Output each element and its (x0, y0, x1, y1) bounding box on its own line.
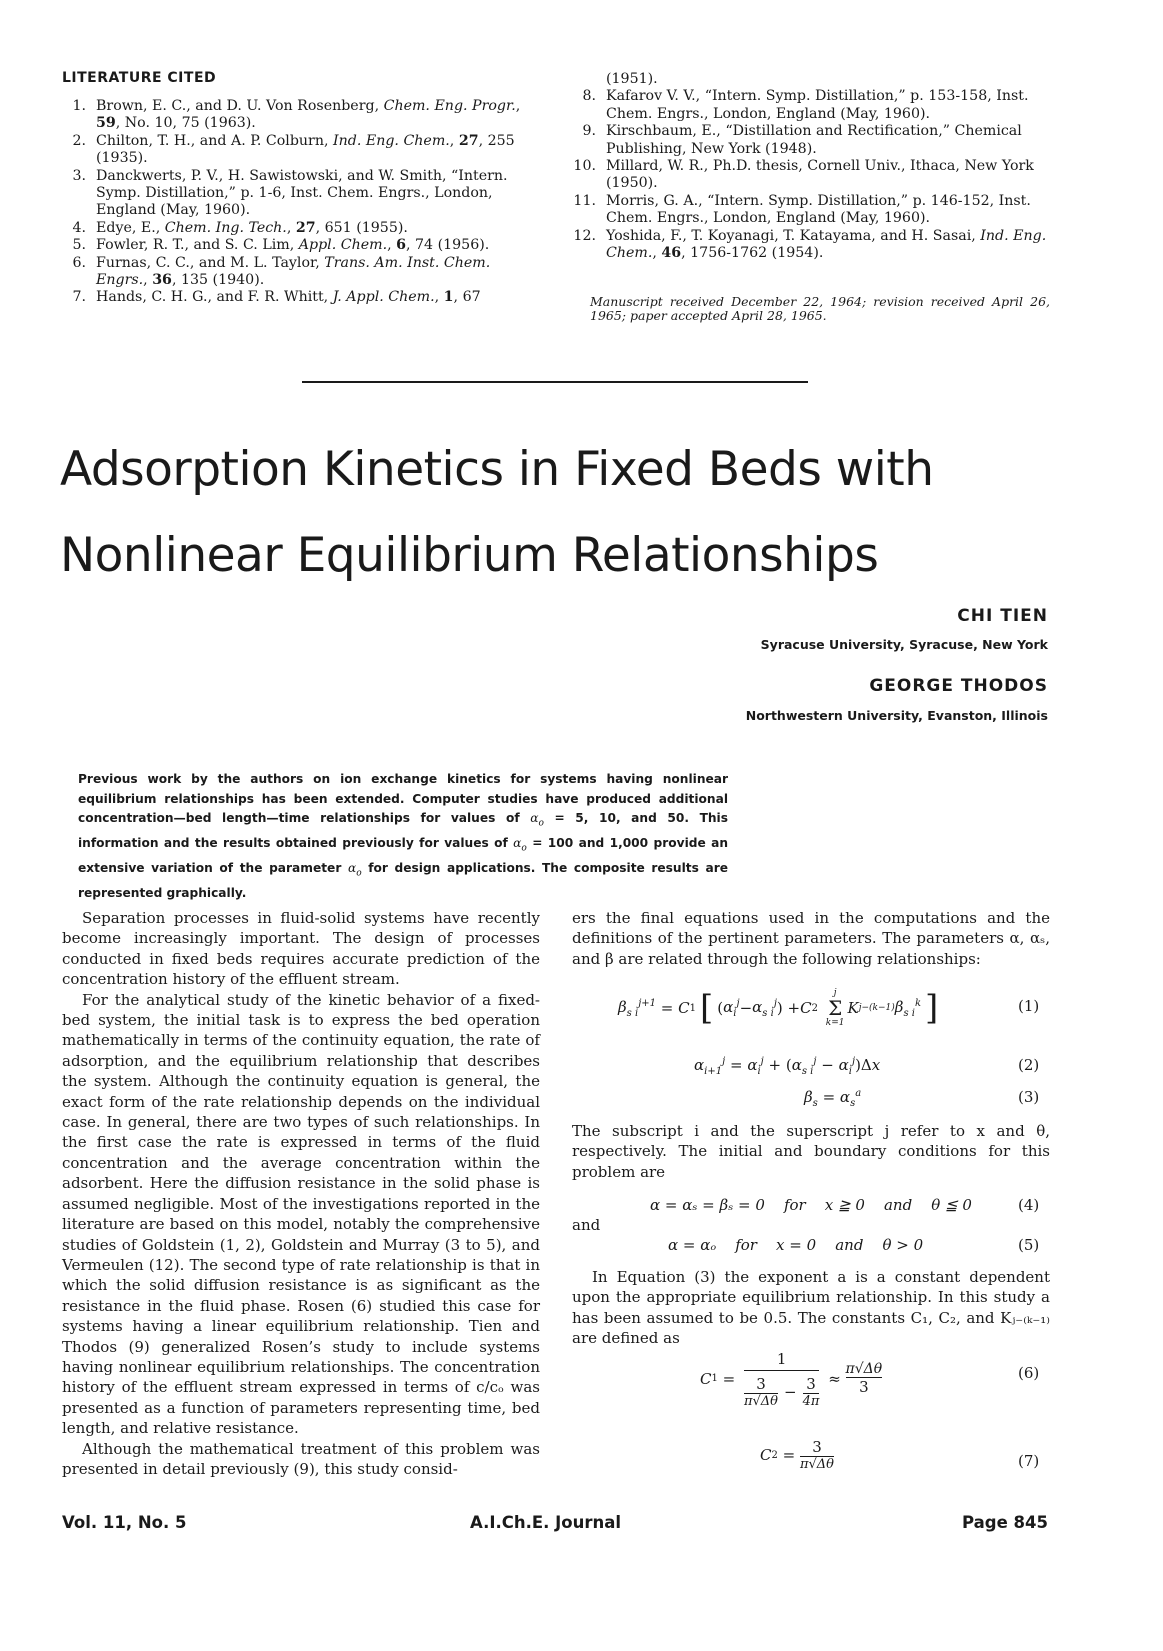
author-1-name: CHI TIEN (957, 606, 1048, 626)
equation-1: $\beta_{s i}^{j+1}$ = C 1 [ ( $\alpha_i^j$ − $\alpha_{s i}^j$ ) + C 2 j Σ k=1 K j−(k−1) $\beta_{s i}^k$ ] (618, 988, 939, 1028)
reference-separator: , (515, 98, 521, 114)
reference-separator: , (434, 289, 444, 306)
equation-4-number: (4) (1018, 1196, 1040, 1214)
equation-3: $\beta_s = \alpha_s^a$ (804, 1088, 862, 1109)
reference-volume: 27 (458, 132, 479, 149)
body-paragraph-2: For the analytical study of the kinetic behavior of a fixed-bed system, the initial task is to express the bed operation mathematically in terms of the continuity equation, the rate of adsorption, and the equilibrium relationship that describes the system. Although the continuity equation is general, the exact form of the rate relationship depends on the individual case. In general, there are two types of such relationships. In the first case the rate is expressed in terms of the fluid concentration and the average concentration within the adsorbent. Here the diffusion resistance in the solid phase is assumed negligible. Most of the investigations reported in the literature are based on this model, notably the comprehensive studies of Goldstein (1, 2), Goldstein and Murray (3 to 5), and Vermeulen (12). The second type of rate relationship is that in which the solid diffusion resistance is as significant as the resistance in the fluid phase. Rosen (6) studied this case for systems having a linear equilibrium relationship. Tien and Thodos (9) generalized Rosen’s study to include systems having nonlinear equilibrium relationships. The concentration history of the effluent stream expressed in terms of c/cₒ was presented as a function of parameters representing time, bed length, and relative resistance. (62, 990, 540, 1438)
equation-2: $\alpha_{i+1}^j = \alpha_i^j + (\alpha_{s i}^j - \alpha_i^j)\Delta x$ (694, 1056, 881, 1077)
footer-volume: Vol. 11, No. 5 (62, 1513, 187, 1532)
reference-number: 8. (582, 88, 596, 105)
reference-item (62, 220, 540, 237)
reference-authors: Danckwerts, P. V., H. Sawistowski, and W. Smith, “Intern. Symp. Distillation,” p. 1-6, Inst. Chem. Engrs., London, England (May, 1960). (96, 167, 508, 219)
equation-6: C 1 = 1 $\frac{3}{\pi√\Delta\theta}$ − $\frac{3}{4\pi}$ ≈ $\frac{\pi√\Delta\theta}{3}$ (700, 1350, 883, 1409)
reference-continuation: (1951). (606, 71, 658, 87)
reference-authors: Hands, C. H. G., and F. R. Whitt, (96, 289, 333, 306)
reference-separator: , (652, 245, 662, 262)
reference-item (572, 193, 1050, 228)
equation-5: α = αₒ for x = 0 and θ > 0 (668, 1236, 924, 1254)
body-right-column-bottom (572, 1267, 1050, 1349)
footer-page: Page 845 (962, 1513, 1048, 1532)
reference-separator: , (143, 272, 153, 289)
reference-item (62, 255, 540, 290)
section-divider (302, 381, 808, 383)
references-left-column (62, 98, 540, 307)
author-1-affiliation: Syracuse University, Syracuse, New York (760, 637, 1048, 652)
equation-2-number: (2) (1018, 1056, 1040, 1074)
reference-number: 10. (573, 158, 596, 175)
reference-number: 3. (72, 167, 86, 184)
reference-number: 5. (72, 237, 86, 254)
reference-number: 6. (72, 254, 86, 271)
reference-details: , No. 10, 75 (1963). (115, 115, 256, 132)
reference-authors: Furnas, C. C., and M. L. Taylor, (96, 254, 325, 271)
reference-separator: , (286, 219, 296, 236)
equation-6-number: (6) (1018, 1364, 1040, 1382)
reference-authors: Yoshida, F., T. Koyanagi, T. Katayama, and H. Sasai, (606, 227, 981, 244)
body-paragraph-4: ers the final equations used in the computations and the definitions of the pertinent parameters. The parameters α, αₛ, and β are related through the following relationships: (572, 909, 1050, 968)
body-right-column-top (572, 908, 1050, 969)
reference-journal: Appl. Chem. (298, 237, 388, 254)
body-paragraph-6: In Equation (3) the exponent a is a constant dependent upon the appropriate equilibrium relationship. In this study a has been assumed to be 0.5. The constants C₁, C₂, and Kⱼ₋₍ₖ₋₁₎ are defined as (572, 1268, 1050, 1348)
body-right-column-mid (572, 1121, 1050, 1182)
reference-journal: Chem. Eng. Progr. (383, 98, 516, 114)
reference-volume: 27 (295, 219, 316, 236)
abstract: Previous work by the authors on ion exchange kinetics for systems having nonlinear equilibrium relationships has been extended. Computer studies have produced additional concentration—bed length—time relationships for values of $\alpha_o = 5$, 10, and 50. This information and the results obtained previously for values of $\alpha_o = 100$ and 1,000 provide an extensive variation of the parameter $\alpha_o$ for design applications. The composite results are represented graphically. (78, 772, 729, 901)
reference-volume: 46 (661, 245, 682, 262)
reference-volume: 6 (396, 237, 406, 254)
reference-authors: Morris, G. A., “Intern. Symp. Distillation,” p. 146-152, Inst. Chem. Engrs., London, England (May, 1960). (606, 192, 1031, 227)
equation-7: C 2 = $\frac{3}{\pi√\Delta\theta}$ (760, 1438, 835, 1472)
reference-number: 9. (582, 123, 596, 140)
reference-number: 2. (72, 132, 86, 149)
reference-authors: Kafarov V. V., “Intern. Symp. Distillation,” p. 153-158, Inst. Chem. Engrs., London, England (May, 1960). (606, 88, 1029, 122)
reference-details: , 135 (1940). (171, 272, 265, 289)
and-word: and (572, 1216, 601, 1234)
reference-item (62, 289, 540, 306)
reference-journal: Trans. Am. Inst. Chem. Engrs. (96, 254, 491, 289)
body-paragraph-5: The subscript i and the superscript j refer to x and θ, respectively. The initial and boundary conditions for this problem are (572, 1122, 1050, 1181)
author-2-affiliation: Northwestern University, Evanston, Illinois (745, 708, 1048, 723)
reference-journal: Ind. Eng. Chem. (333, 132, 450, 149)
reference-details: , 651 (1955). (315, 219, 408, 236)
reference-number: 11. (573, 192, 596, 209)
equation-5-number: (5) (1018, 1236, 1040, 1254)
reference-item (572, 228, 1050, 263)
reference-details: , 255 (1935). (96, 132, 515, 167)
reference-volume: 36 (152, 272, 172, 289)
reference-item (62, 98, 540, 133)
body-paragraph-1: Separation processes in fluid-solid systems have recently become increasingly important. The design of processes conducted in fixed beds requires accurate prediction of the concentration history of the effluent stream. (62, 909, 540, 989)
reference-journal: Chem. Ing. Tech. (164, 219, 287, 236)
reference-number: 4. (72, 219, 86, 236)
footer-journal: A.I.Ch.E. Journal (470, 1513, 622, 1532)
equation-4: α = αₛ = βₛ = 0 for x ≧ 0 and θ ≦ 0 (650, 1196, 972, 1214)
reference-authors: Kirschbaum, E., “Distillation and Rectification,” Chemical Publishing, New York (1948). (606, 123, 1022, 157)
reference-details: , 67 (453, 289, 481, 306)
reference-volume: 59 (96, 115, 116, 132)
reference-journal: J. Appl. Chem. (332, 289, 435, 306)
reference-item (572, 123, 1050, 158)
reference-authors: Fowler, R. T., and S. C. Lim, (96, 237, 299, 254)
reference-separator: , (449, 132, 459, 149)
reference-item (572, 88, 1050, 123)
reference-volume: 1 (443, 289, 454, 306)
article-title (60, 427, 1060, 599)
equation-3-number: (3) (1018, 1088, 1040, 1106)
reference-item (62, 133, 540, 168)
manuscript-note: Manuscript received December 22, 1964; revision received April 26, 1965; paper accepted April 28, 1965. (590, 294, 1050, 323)
reference-item (62, 237, 540, 254)
equation-1-number: (1) (1018, 997, 1040, 1015)
reference-number: 12. (573, 227, 596, 244)
author-2-name: GEORGE THODOS (869, 676, 1048, 696)
body-left-column (62, 908, 540, 1479)
reference-details: , 74 (1956). (406, 237, 490, 254)
title-line-1: Adsorption Kinetics in Fixed Beds with (60, 442, 934, 497)
reference-authors: Chilton, T. H., and A. P. Colburn, (96, 132, 333, 149)
reference-separator: , (387, 237, 397, 254)
body-paragraph-3: Although the mathematical treatment of this problem was presented in detail previously (9), this study consid- (62, 1439, 540, 1478)
reference-number: 7. (72, 289, 86, 306)
equation-7-number: (7) (1018, 1452, 1040, 1470)
title-line-2: Nonlinear Equilibrium Relationships (60, 528, 879, 583)
references-heading: LITERATURE CITED (62, 70, 217, 86)
reference-number: 1. (72, 98, 86, 114)
reference-item (62, 168, 540, 220)
reference-authors: Millard, W. R., Ph.D. thesis, Cornell Univ., Ithaca, New York (1950). (606, 158, 1034, 192)
references-right-column (572, 71, 1050, 262)
reference-authors: Brown, E. C., and D. U. Von Rosenberg, (96, 98, 384, 114)
reference-journal: Ind. Eng. Chem. (606, 227, 1047, 262)
reference-item (572, 158, 1050, 193)
reference-details: , 1756-1762 (1954). (681, 245, 824, 262)
reference-authors: Edye, E., (96, 219, 165, 236)
